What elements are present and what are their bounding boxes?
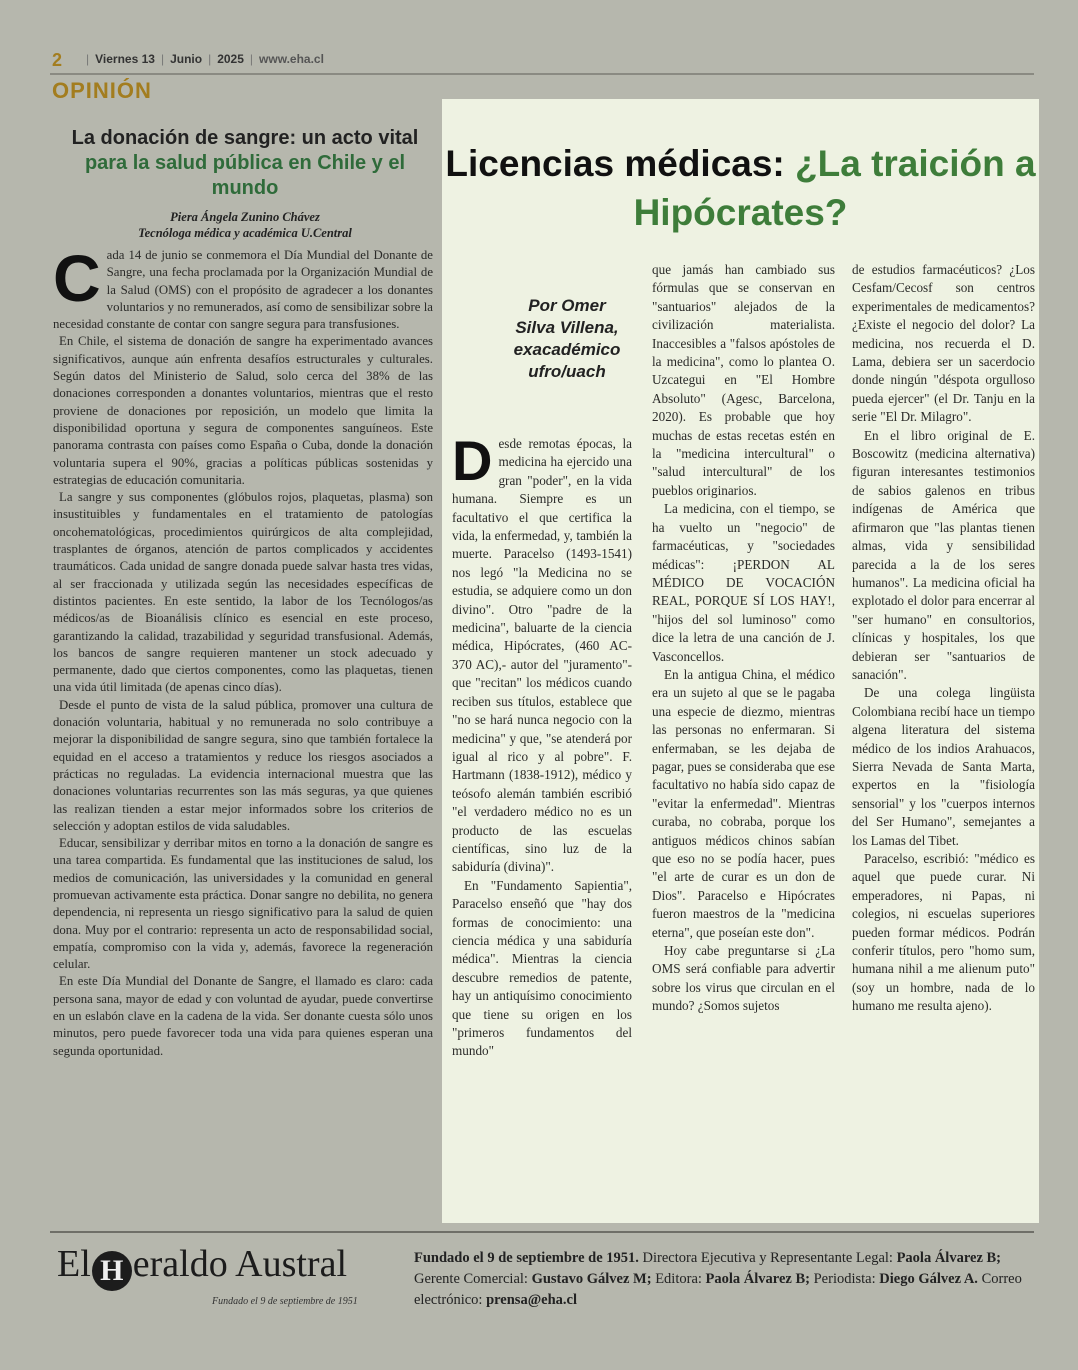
left-paragraph: Desde el punto de vista de la salud pública, promover una cultura de donación voluntaria, habitual y no remunerada no solo contribuye a mejorar la disponibilidad de sangre segura, sino que también fortalece la equidad en el acceso a tratamientos y reduce los riesgos asociados a prácticas no reguladas. La evidencia internacional muestra que las donaciones voluntarias recurrentes son las más seguras, ya que quienes las realizan tienden a estar mejor informados sobre los criterios de selección y adoptan estilos de vida saludables. xyxy=(53,697,433,833)
left-paragraph: En este Día Mundial del Donante de Sangre, el llamado es claro: cada persona sana, mayor de edad y con voluntad de ayudar, puede convertirse en un eslabón clave en la cadena de la vida. Ser donante cuesta sólo unos minutos, pero puede favorecer toda una vida para quienes esperan una segunda oportunidad. xyxy=(53,974,433,1058)
editor-label: Editora: xyxy=(655,1271,702,1287)
left-author-name: Piera Ángela Zunino Chávez xyxy=(170,210,320,224)
left-title-black: La donación de sangre: un acto vital xyxy=(71,127,419,149)
left-author-role: Tecnóloga médica y académica U.Central xyxy=(138,226,352,240)
footer-divider xyxy=(50,1231,1034,1233)
left-paragraph: ada 14 de junio se conmemora el Día Mundial del Donante de Sangre, una fecha proclamada por la Organización Mundial de la Salud (OMS) con el propósito de agradecer a los donantes voluntarios y no remunerados, así como de sensibilizar sobre la necesidad constante de contar con sangre segura para transfusiones. xyxy=(53,248,433,332)
right-paragraph: esde remotas épocas, la medicina ha ejercido una gran "poder", en la vida humana. Siempre es un facultativo el que certifica la vida, la enfermedad, y, también la muerte. Paracelso (1493-1541) nos legó "la Medicina no se estudia, se adquiere como un don divino". Otro "padre de la medicina", baluarte de la ciencia médica, Hipócrates, (460 AC- 370 AC),- autor del "juramento"- que "recitan" los médicos cuando reciben sus títulos, establece que "no se hará nunca negocio con la medicina" y que, "se atenderá por igual al rico y al pobre". F. Hartmann (1838-1912), médico y teósofo alemán también escribió "el verdadero médico no es un producto de las escuelas científicas, sino luz de la sabiduría (divina)". xyxy=(452,436,632,875)
right-column-2 xyxy=(652,261,835,1216)
right-dropcap: D xyxy=(452,435,493,492)
founded-text: Fundado el 9 de septiembre de 1951. xyxy=(414,1250,639,1266)
right-article-byline xyxy=(482,295,652,383)
right-paragraph: de estudios farmacéuticos? ¿Los Cesfam/Cecosf son centros experimentales de medicamentos? ¿Existe el negocio del dolor? La medicina, nos recuerda el D. Lama, debiera ser un sacerdocio donde ningún "déspota orgulloso pueda ejercer" (el Dr. Tanju en la serie "El Dr. Milagro". xyxy=(852,262,1035,425)
email-label: Correo electrónico: xyxy=(414,1271,1022,1308)
left-article-body xyxy=(53,247,433,1225)
masthead-credits xyxy=(414,1248,1034,1311)
email-link[interactable]: prensa@eha.cl xyxy=(486,1292,578,1308)
page-number: 2 xyxy=(52,50,63,70)
date-day: Viernes 13 xyxy=(95,52,155,66)
right-paragraph: En la antigua China, el médico era un sujeto al que se le pagaba una especie de diezmo, mientras las personas no enfermaran. Si enfermaban, se les dejaba de pagar, pues se consideraba que ese facultativo no había sido capaz de "evitar la enfermedad". Mientras curaba, no cobraba, porque los antiguos médicos chinos sabían que eso no se podía hacer, pues "el arte de curar es un don de Dios". Paracelso e Hipócrates fueron maestros de la "medicina eterna", que poseían este don". xyxy=(652,666,835,940)
right-column-1 xyxy=(452,435,632,1215)
left-paragraph: La sangre y sus componentes (glóbulos rojos, plaquetas, plasma) son insustituibles y fundamentales en el tratamiento de patologías oncohematológicas, procedimientos quirúrgicos de alta complejidad, trasplantes de órganos, atención de partos complicados y accidentes traumáticos. Cada unidad de sangre donada puede salvar hasta tres vidas, al ser fraccionada y utilizada según las necesidades específicas de distintos pacientes. En este sentido, la labor de los Tecnólogos/as médicos/as de Bioanálisis clínico es esencial en este proceso, garantizando la calidad, trazabilidad y seguridad transfusional. Además, los bancos de sangre requieren mantener un stock adecuado y permanente, dado que ciertos componentes, como las plaquetas, tienen una vida útil limitada (de apenas cinco días). xyxy=(53,490,433,695)
header-divider xyxy=(50,73,1034,75)
right-paragraph: En "Fundamento Sapientia", Paracelso enseñó que "hay dos formas de conocimiento: una ciencia médica y una sabiduría médica". Mientras la ciencia descubre remedios de patente, hay un antiquísimo conocimiento que tiene su origen en los "primeros fundamentos del mundo" xyxy=(452,877,632,1059)
dateline: | Viernes 13 | Junio | 2025 | www.eha.cl xyxy=(86,52,324,66)
left-article-title xyxy=(60,126,430,201)
commercial-label: Gerente Comercial: xyxy=(414,1271,528,1287)
section-label: OPINIÓN xyxy=(52,78,152,103)
newspaper-logo xyxy=(57,1242,347,1291)
right-paragraph: De una colega lingüista Colombiana recibí hace un tiempo algena literatura del sistema médico de los indios Arahuacos, Sierra Nevada de Santa Marta, expertos en la "fisiología sensorial" y los "cuerpos internos del Ser Humano", semejantes a los Lamas del Tibet. xyxy=(852,685,1035,848)
byline-line: ufro/uach xyxy=(528,362,606,381)
left-article-byline xyxy=(60,209,430,241)
logo-tagline: Fundado el 9 de septiembre de 1951 xyxy=(212,1296,358,1307)
logo-el: El xyxy=(57,1243,91,1285)
journalist-name: Diego Gálvez A. xyxy=(879,1271,978,1287)
left-paragraph: En Chile, el sistema de donación de sangre ha experimentado avances significativos, aunque aún enfrenta desafíos estructurales y culturales. Según datos del Ministerio de Salud, solo cerca del 38% de las donaciones corresponden a donantes voluntarios, mientras que el resto proviene de donaciones por reposición, un modelo que limita la disponibilidad oportuna y segura de componentes sanguíneos. Este panorama contrasta con países como España o Cuba, donde la donación voluntaria supera el 90%, gracias a políticas públicas sostenidas y estrategias de educación comunitaria. xyxy=(53,334,433,487)
left-paragraph: Educar, sensibilizar y derribar mitos en torno a la donación de sangre es una tarea compartida. Es fundamental que las instituciones de salud, los medios de comunicación, las universidades y la comunidad en general promuevan activamente esta práctica. Donar sangre no debilita, no genera dependencia, ni representa un riesgo significativo para la salud de quien dona. Muy por el contrario: representa un acto de responsabilidad social, empatía, compromiso con la vida y, además, favorece la regeneración celular. xyxy=(53,836,433,972)
byline-line: exacadémico xyxy=(513,340,621,359)
byline-line: Por Omer xyxy=(528,296,606,315)
right-paragraph: En el libro original de E. Boscowitz (medicina alternativa) figuran interesantes testimonios de sabios galenos en tribus indígenas de América que afirmaron que "las plantas tienen almas, vida y sensibilidad parecida a la de los seres humanos". La medicina oficial ha explotado el dolor para encerrar al "ser humano" en consultorios, clínicas y hospitales, los que debieran ser "santuarios de sanación". xyxy=(852,427,1035,682)
logo-h-mark: H xyxy=(92,1251,132,1291)
logo-heraldo: eraldo Austral xyxy=(132,1243,347,1285)
byline-line: Silva Villena, xyxy=(515,318,619,337)
right-article-title xyxy=(442,139,1039,237)
website-link[interactable]: www.eha.cl xyxy=(259,52,324,66)
date-year: 2025 xyxy=(217,52,244,66)
right-article-box xyxy=(442,99,1039,1223)
editor-name: Paola Álvarez B; xyxy=(705,1271,810,1287)
left-dropcap: C xyxy=(53,247,101,315)
right-paragraph: que jamás han cambiado sus fórmulas que se conservan en "santuarios" alejados de la civilización materialista. Inaccesibles a "falsos apóstoles de la medicina", como lo plantea O. Uzcategui en "El Hombre Absoluto" (Agesc, Barcelona, 2020). Es probable que hoy muchas de estas recetas estén en la "medicina intercultural" o "salud intercultural" de los pueblos originarios. xyxy=(652,262,835,498)
director-label: Directora Ejecutiva y Representante Legal: xyxy=(642,1250,893,1266)
right-column-3 xyxy=(852,261,1035,1216)
right-paragraph: La medicina, con el tiempo, se ha vuelto un "negocio" de farmacéuticas, y "sociedades médicas": ¡PERDON AL MÉDICO DE VOCACIÓN REAL, PORQUE SÍ LOS HAY!, "hijos del sol luminoso" como dice la letra de una canción de J. Vasconcellos. xyxy=(652,501,835,664)
right-paragraph: Hoy cabe preguntarse si ¿La OMS será confiable para advertir sobre los virus que circulan en el mundo? ¿Somos sujetos xyxy=(652,943,835,1014)
date-month: Junio xyxy=(170,52,203,66)
right-paragraph: Paracelso, escribió: "médico es aquel que puede curar. Ni emperadores, ni Papas, ni colegios, ni escuelas superiores pueden formar médicos. Podrán conferir títulos, pero "homo sum, humana nihil a me alienum puto" (soy un hombre, nada de lo humano me resulta ajeno). xyxy=(852,851,1035,1014)
left-title-green: para la salud pública en Chile y el mundo xyxy=(84,152,406,199)
journalist-label: Periodista: xyxy=(813,1271,876,1287)
director-name: Paola Álvarez B; xyxy=(896,1250,1002,1266)
right-title-black: Licencias médicas: xyxy=(445,143,785,184)
right-title-green: ¿La traición a Hipócrates? xyxy=(633,143,1036,233)
commercial-name: Gustavo Gálvez M; xyxy=(531,1271,652,1287)
